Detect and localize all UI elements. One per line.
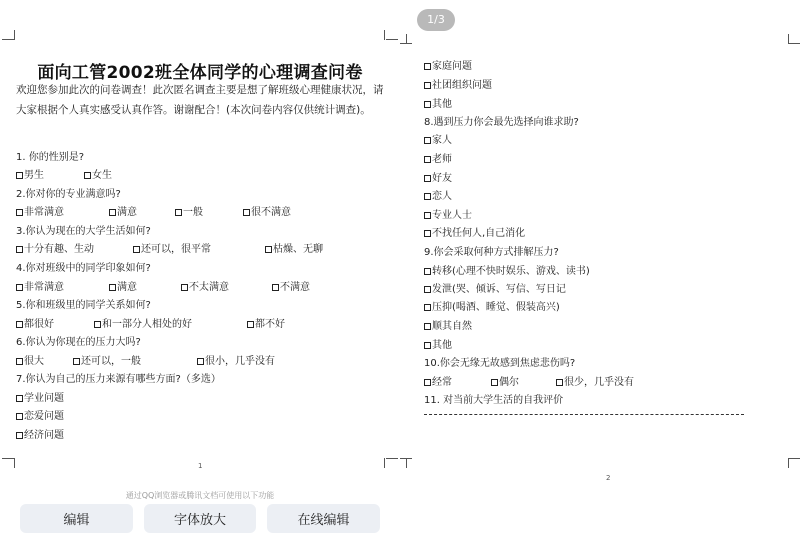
checkbox-icon [94,321,101,328]
survey-title: 面向工管2002班全体同学的心理调查问卷 [37,63,363,83]
question-4: 4.你对班级中的同学印象如何? [16,263,151,274]
crop-mark [400,43,412,44]
crop-mark [788,458,789,468]
crop-mark [406,458,407,468]
option[interactable]: 和一部分人相处的好 [94,315,192,330]
question-8: 8.遇到压力你会最先选择向谁求助? [424,117,579,128]
checkbox-icon [16,284,23,291]
checkbox-icon [272,284,279,291]
question-5: 5.你和班级里的同学关系如何? [16,300,151,311]
crop-mark [384,458,385,468]
online-edit-button[interactable]: 在线编辑 [267,504,380,533]
option[interactable]: 其他 [424,95,452,110]
font-enlarge-button[interactable]: 字体放大 [144,504,256,533]
question-10: 10.你会无缘无故感到焦虑悲伤吗? [424,358,576,369]
checkbox-icon [16,432,23,439]
question-6: 6.你认为你现在的压力大吗? [16,337,141,348]
checkbox-icon [265,246,272,253]
checkbox-icon [175,209,182,216]
checkbox-icon [491,379,498,386]
checkbox-icon [424,82,431,89]
option[interactable]: 男生 [16,166,44,181]
option[interactable]: 女生 [84,166,112,181]
question-1: 1. 你的性别是? [16,152,85,163]
question-2: 2.你对你的专业满意吗? [16,189,121,200]
feature-hint: 通过QQ浏览器或腾讯文档可使用以下功能 [125,491,275,500]
crop-mark [384,30,385,40]
checkbox-icon [133,246,140,253]
document-page-1 [0,0,400,488]
checkbox-icon [424,230,431,237]
crop-mark [788,43,800,44]
answer-line [424,414,744,415]
question-11: 11. 对当前大学生活的自我评价 [424,395,564,406]
option[interactable]: 压抑(喝酒、睡觉、假装高兴) [424,298,560,313]
option[interactable]: 不找任何人,自己消化 [424,224,525,239]
option[interactable]: 社团组织问题 [424,76,492,91]
option[interactable]: 很小，几乎没有 [197,352,275,367]
checkbox-icon [424,212,431,219]
crop-mark [386,458,398,459]
option[interactable]: 很大 [16,352,44,367]
option[interactable]: 很少，几乎没有 [556,373,634,388]
checkbox-icon [16,358,23,365]
option[interactable]: 非常满意 [16,278,64,293]
option[interactable]: 恋人 [424,187,452,202]
option[interactable]: 其他 [424,336,452,351]
crop-mark [14,30,15,40]
option[interactable]: 家人 [424,131,452,146]
checkbox-icon [424,193,431,200]
checkbox-icon [424,304,431,311]
crop-mark [400,458,412,459]
crop-mark [2,39,14,40]
crop-mark [14,458,15,468]
option[interactable]: 还可以，很平常 [133,240,211,255]
checkbox-icon [16,413,23,420]
page-number: 2 [606,474,611,482]
checkbox-icon [16,172,23,179]
checkbox-icon [181,284,188,291]
option[interactable]: 学业问题 [16,389,64,404]
checkbox-icon [424,175,431,182]
crop-mark [2,458,14,459]
checkbox-icon [424,342,431,349]
option[interactable]: 满意 [109,203,137,218]
question-7: 7.你认为自己的压力来源有哪些方面?（多选） [16,374,221,385]
checkbox-icon [16,246,23,253]
checkbox-icon [556,379,563,386]
checkbox-icon [424,137,431,144]
checkbox-icon [109,209,116,216]
option[interactable]: 发泄(哭、倾诉、写信、写日记 [424,280,566,295]
option[interactable]: 不太满意 [181,278,229,293]
checkbox-icon [424,101,431,108]
checkbox-icon [16,209,23,216]
checkbox-icon [243,209,250,216]
option[interactable]: 恋爱问题 [16,407,64,422]
checkbox-icon [73,358,80,365]
option[interactable]: 都不好 [247,315,285,330]
option[interactable]: 不满意 [272,278,310,293]
checkbox-icon [247,321,254,328]
checkbox-icon [84,172,91,179]
checkbox-icon [424,156,431,163]
question-3: 3.你认为现在的大学生活如何? [16,226,151,237]
checkbox-icon [16,395,23,402]
edit-button[interactable]: 编辑 [20,504,133,533]
option[interactable]: 专业人士 [424,206,472,221]
option[interactable]: 一般 [175,203,203,218]
checkbox-icon [424,286,431,293]
checkbox-icon [424,323,431,330]
option[interactable]: 很不满意 [243,203,291,218]
checkbox-icon [424,63,431,70]
option[interactable]: 老师 [424,150,452,165]
survey-intro: 欢迎您参加此次的问卷调查！此次匿名调查主要是想了解班级心理健康状况，请大家根据个人真实感受认真作答。谢谢配合！(本次问卷内容仅供统计调查)。 [16,84,384,116]
crop-mark [788,458,800,459]
option[interactable]: 家庭问题 [424,57,472,72]
option[interactable]: 顺其自然 [424,317,472,332]
checkbox-icon [197,358,204,365]
option[interactable]: 枯燥、无聊 [265,240,323,255]
crop-mark [386,39,398,40]
checkbox-icon [109,284,116,291]
option[interactable]: 还可以，一般 [73,352,141,367]
option[interactable]: 好友 [424,169,452,184]
option[interactable]: 经常 [424,373,452,388]
checkbox-icon [424,379,431,386]
option[interactable]: 满意 [109,278,137,293]
option[interactable]: 都很好 [16,315,54,330]
option[interactable]: 转移(心理不快时娱乐、游戏、读书) [424,262,590,277]
option[interactable]: 偶尔 [491,373,519,388]
checkbox-icon [424,268,431,275]
option[interactable]: 十分有趣、生动 [16,240,94,255]
option[interactable]: 非常满意 [16,203,64,218]
question-9: 9.你会采取何种方式排解压力? [424,247,559,258]
page-number: 1 [198,462,203,470]
checkbox-icon [16,321,23,328]
option[interactable]: 经济问题 [16,426,64,441]
page-indicator: 1/3 [417,9,455,31]
